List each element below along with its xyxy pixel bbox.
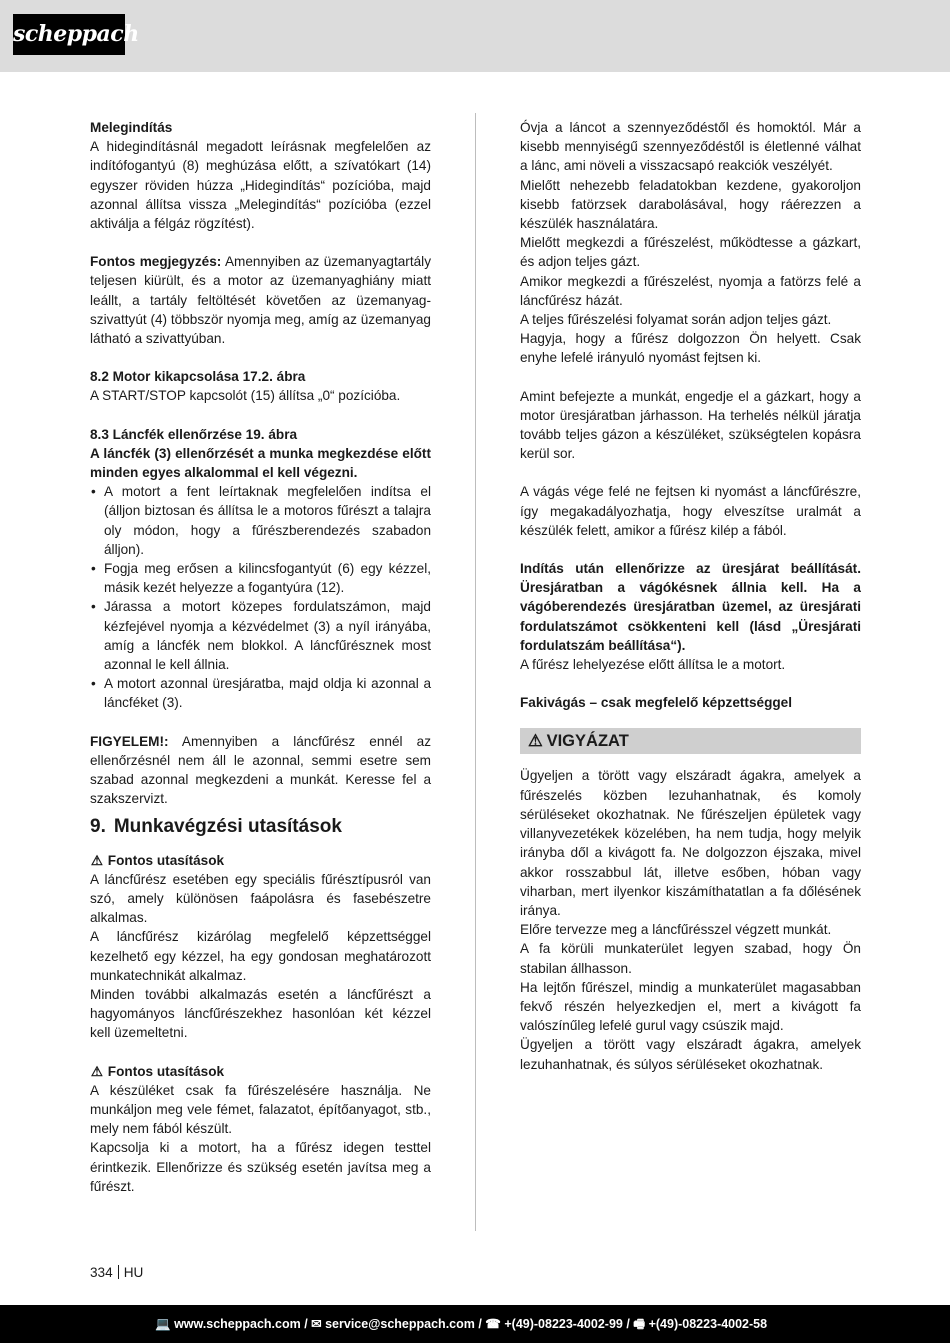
paragraph: Ha lejtőn fűrészel, mindig a munkaterület magasabban fekvő részén helyezkedjen el, mert a kivágott fa valószínűleg lefelé gurul vagy csúszik majd.	[520, 979, 861, 1034]
website-link[interactable]: www.scheppach.com	[174, 1317, 301, 1331]
paragraph: A teljes fűrészelési folyamat során adjon teljes gázt.	[520, 312, 832, 328]
important-note	[90, 252, 431, 348]
warning-triangle-icon: ⚠	[90, 1063, 104, 1079]
page-number: 334 HU	[90, 1265, 144, 1280]
chain-brake-steps	[90, 482, 431, 712]
warmstart-text: A hidegindításnál megadott leírásnak megfelelően az indítófogantyú (8) meghúzása előtt, a szívatókart (14) egyszer röviden húzza „Hidegindítás“ pozícióba, majd azonnal állítsa vissza „Melegindítás“ pozícióba (ezzel aktiválja a félgáz rögzítést).	[90, 139, 431, 232]
fax-number: +(49)-08223-4002-58	[648, 1317, 768, 1331]
warning-triangle-icon: ⚠	[528, 732, 543, 751]
phone-icon: ☎	[485, 1317, 501, 1331]
paragraph: A készüléket csak fa fűrészelésére használja. Ne munkáljon meg vele fémet, falazatot, építőanyagot, stb., mely nem fából készült.	[90, 1082, 431, 1137]
list-item: • A motort azonnal üresjáratba, majd oldja ki azonnal a láncféket (3).	[90, 674, 431, 712]
list-item: • Fogja meg erősen a kilincsfogantyút (6) egy kézzel, másik kezét helyezze a fogantyúra (12).	[90, 559, 431, 597]
paragraph: Ügyeljen a törött vagy elszáradt ágakra, amelyek a fűrészelés közben lezuhanhatnak, és komoly sérüléseket okozhatnak. Ne fűrészeljen épületek vagy villanyvezetékek közelében, ha nem tudja, hogy melyik irányba dől a kivágott fa. Ne dolgozzon éjszaka, mivel akkor rosszabbul lát, illetve esőben, hóban vagy viharban, mert ilyenkor kiszámíthatatlan a fa dőlésének iránya.	[520, 768, 861, 918]
caution-label: VIGYÁZAT	[546, 732, 629, 751]
right-column	[520, 118, 861, 1074]
paragraph: Mielőtt megkezdi a fűrészelést, működtesse a gázkart, és adjon teljes gázt.	[520, 235, 861, 270]
important-instructions-title: ⚠ Fontos utasítások	[90, 1062, 431, 1081]
felling-title: Fakivágás – csak megfelelő képzettséggel	[520, 695, 793, 711]
note-label: Fontos megjegyzés:	[90, 254, 222, 270]
paragraph: Amint befejezte a munkát, engedje el a gázkart, hogy a motor üresjáratban járhasson. Ha terhelés nélkül járatja tovább teljes gázon a készüléket, szükségtelen kopásra kerül sor.	[520, 388, 861, 462]
email-link[interactable]: service@scheppach.com	[325, 1317, 475, 1331]
paragraph: Előre tervezze meg a láncfűrésszel végzett munkát.	[520, 922, 832, 938]
scheppach-logo: scheppach	[13, 14, 125, 55]
mail-icon: ✉	[311, 1317, 322, 1331]
paragraph: A vágás vége felé ne fejtsen ki nyomást a láncfűrészre, így megakadályozhatja, hogy elveszítse uralmát a készülék felett, amikor a fűrész kilép a fából.	[520, 484, 861, 538]
warmstart-title: Melegindítás	[90, 120, 173, 135]
warning-triangle-icon: ⚠	[90, 852, 104, 868]
section-8-3-bold: A láncfék (3) ellenőrzését a munka megkezdése előtt minden egyes alkalommal el kell végezni.	[90, 445, 431, 481]
paragraph: A láncfűrész kizárólag megfelelő képzettséggel kezelhető egy kézzel, ha egy gondosan meghatározott munkatechnikát alkalmaz.	[90, 929, 431, 983]
paragraph: Hagyja, hogy a fűrész dolgozzon Ön helyett. Csak enyhe lefelé irányuló nyomást fejtsen ki.	[520, 331, 861, 366]
left-column	[90, 118, 431, 1196]
fax-icon: 🖷	[633, 1317, 646, 1331]
section-8-2-title: 8.2 Motor kikapcsolása 17.2. ábra	[90, 369, 306, 385]
paragraph: Kapcsolja ki a motort, ha a fűrész idegen testtel érintkezik. Ellenőrizze és szükség esetén javítsa meg a fűrészt.	[90, 1140, 431, 1194]
idle-check-bold: Indítás után ellenőrizze az üresjárat beállítását. Üresjáratban a vágókésnek állnia kell. Ha a vágóberendezés üresjáratban üzemel, az üresjárati fordulatszámot csökkenteni kell (lásd „Üresjárati fordulatszám beállítása“).	[520, 561, 861, 653]
list-item: • A motort a fent leírtaknak megfelelően indítsa el (álljon biztosan és állítsa le a motoros fűrészt a talajra oly módon, hogy a fűrészberendezés szabadon álljon).	[90, 482, 431, 559]
attention-text: Amennyiben a láncfűrész ennél az ellenőrzésnél nem áll le azonnal, semmi esetre sem szabad azonnal megkezdeni a munkát. Keresse fel a szakszervizt.	[90, 733, 431, 807]
section-8-3-title: 8.3 Láncfék ellenőrzése 19. ábra	[90, 426, 298, 442]
important-instructions-title: ⚠ Fontos utasítások	[90, 851, 431, 870]
page-footer: 💻 www.scheppach.com / ✉ service@scheppach.com / ☎ +(49)-08223-4002-99 / 🖷 +(49)-08223-4002-58	[0, 1305, 950, 1343]
section-8-2-text: A START/STOP kapcsolót (15) állítsa „0“ pozícióba.	[90, 388, 401, 404]
page-language: HU	[123, 1265, 144, 1280]
paragraph: Amikor megkezdi a fűrészelést, nyomja a fatörzs felé a láncfűrész házát.	[520, 273, 861, 308]
attention-note	[90, 732, 431, 809]
page-header	[0, 0, 950, 72]
paragraph: Ügyeljen a törött vagy elszáradt ágakra, amelyek lezuhanhatnak, és súlyos sérüléseket okozhatnak.	[520, 1037, 861, 1072]
paragraph: A láncfűrész esetében egy speciális fűrésztípusról van szó, amely különösen faápolásra és fasebészetre alkalmas.	[90, 871, 431, 926]
phone-number: +(49)-08223-4002-99	[504, 1317, 623, 1331]
column-divider	[475, 113, 476, 1231]
note-text: Amennyiben az üzemanyagtartály teljesen kiürült, és a motor az üzemanyaghiány miatt leállt, a tartály feltöltését követően az üzemanyag-szivattyút (4) többször nyomja meg, amíg az üzemanyag látható a szivattyúban.	[90, 254, 431, 347]
list-item: • Járassa a motort közepes fordulatszámon, majd kézfejével nyomja a kézvédelmet (3) a nyíl irányába, amíg a láncfék nem blokkol. A láncfűrésznek most azonnal le kell állnia.	[90, 597, 431, 674]
section-9-title: Munkavégzési utasítások	[113, 815, 342, 837]
section-9-heading	[90, 815, 431, 839]
attention-label: FIGYELEM!:	[90, 733, 169, 749]
paragraph: Óvja a láncot a szennyeződéstől és homoktól. Már a kisebb mennyiségű szennyeződéstől is életlenné válhat a lánc, ami növeli a visszacsapó reakciók veszélyét.	[520, 120, 861, 174]
paragraph: Minden további alkalmazás esetén a láncfűrészt a hagyományos láncfűrészekhez hasonlóan két kézzel kell üzemeltetni.	[90, 986, 431, 1041]
paragraph: A fa körüli munkaterület legyen szabad, hogy Ön stabilan állhasson.	[520, 941, 861, 976]
caution-bar	[520, 728, 861, 754]
computer-icon: 💻	[155, 1317, 171, 1331]
paragraph: A fűrész lehelyezése előtt állítsa le a motort.	[520, 657, 786, 673]
section-9-number: 9.	[90, 815, 106, 837]
paragraph: Mielőtt nehezebb feladatokban kezdene, gyakoroljon kisebb fatörzsek darabolásával, hogy ráérezzen a készülék használatára.	[520, 177, 861, 232]
